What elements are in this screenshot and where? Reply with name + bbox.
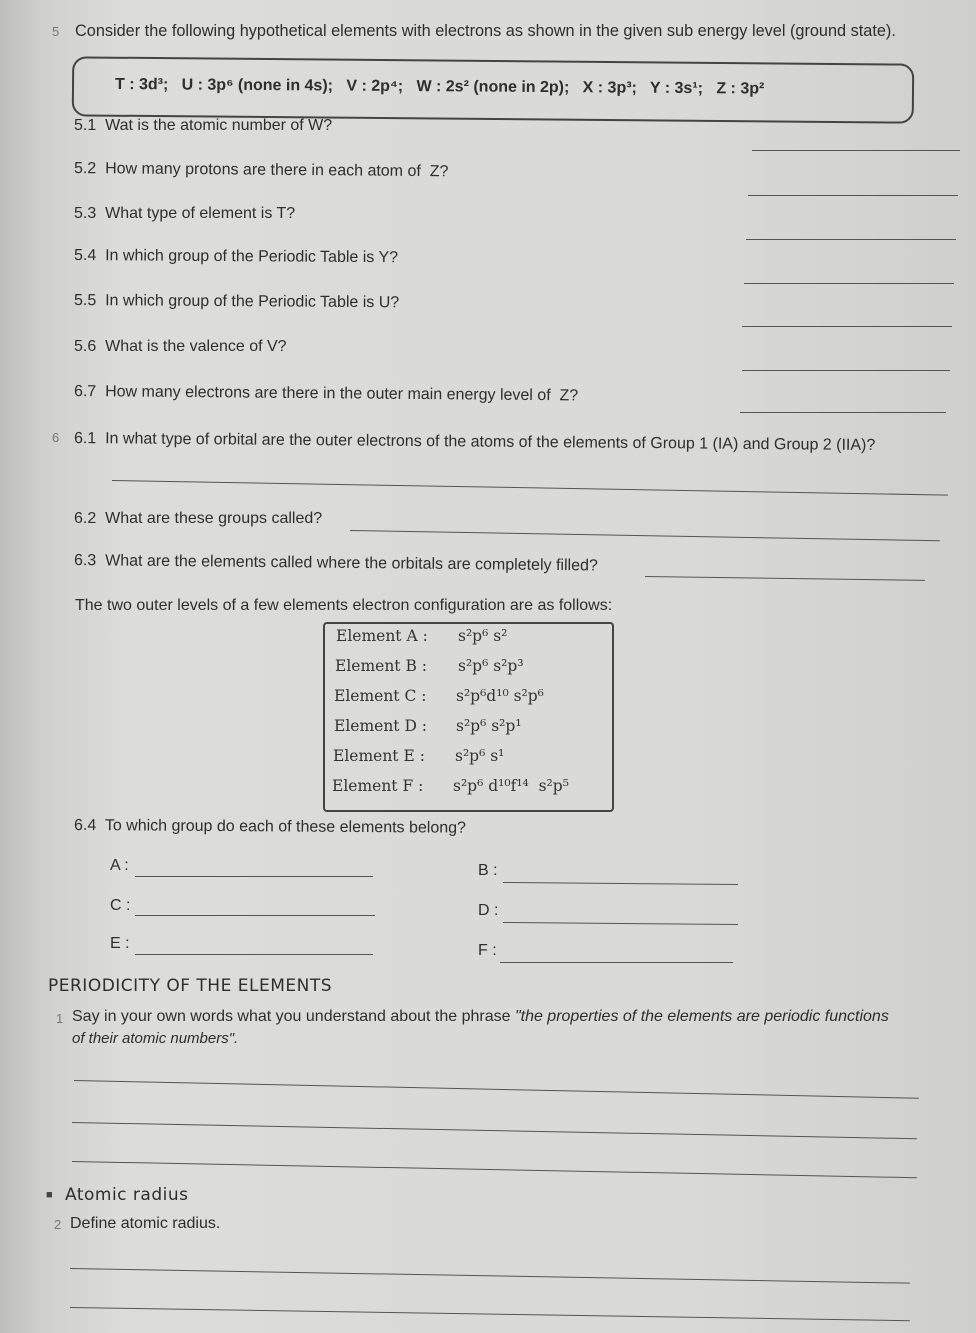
answer-line-c[interactable]	[135, 915, 375, 916]
element-label: Element E :	[333, 747, 425, 765]
answer-line-a[interactable]	[135, 876, 373, 877]
answer-line-periodicity-1[interactable]	[74, 1080, 919, 1099]
element-label: Element F :	[332, 777, 424, 795]
answer-line-5-1[interactable]	[752, 150, 960, 151]
question-number-marker: 5	[52, 24, 60, 39]
question-number-marker: 2	[54, 1217, 62, 1232]
answer-label-c: C :	[110, 897, 131, 914]
quoted-phrase: "the properties of the elements are periodic functions	[514, 1008, 889, 1025]
answer-line-b[interactable]	[503, 882, 738, 885]
answer-label-a: A :	[110, 857, 129, 874]
answer-line-6-3[interactable]	[645, 576, 925, 581]
periodicity-question-line1	[72, 1008, 889, 1026]
question-5-1: 5.1 Wat is the atomic number of W?	[74, 117, 333, 134]
element-label: Element B :	[335, 657, 427, 675]
answer-line-5-3[interactable]	[746, 239, 956, 240]
question-6-4: 6.4 To which group do each of these elements belong?	[73, 817, 467, 837]
question-5-3: 5.3 What type of element is T?	[74, 205, 296, 222]
answer-line-periodicity-2[interactable]	[72, 1122, 917, 1139]
atomic-radius-heading: Atomic radius	[65, 1185, 189, 1205]
question-6-2: 6.2 What are these groups called?	[74, 510, 323, 527]
element-label: Element D :	[334, 717, 428, 735]
question-6-1: 6.1 In what type of orbital are the outer electrons of the atoms of the elements of Group 1 (IA) and Group 2 (IIA)?	[73, 430, 876, 454]
answer-line-6-7[interactable]	[740, 412, 946, 413]
element-label: Element A :	[336, 627, 428, 645]
answer-line-periodicity-3[interactable]	[72, 1161, 917, 1178]
elements-line: T : 3d³; U : 3p⁶ (none in 4s); V : 2p⁴; W : 2s² (none in 2p); X : 3p³; Y : 3s¹; Z : 3p²	[114, 76, 765, 98]
question-5-6: 5.6 What is the valence of V?	[74, 338, 287, 355]
answer-line-5-2[interactable]	[748, 195, 958, 196]
define-atomic-radius-question: Define atomic radius.	[70, 1215, 221, 1232]
element-config: s²p⁶ s²p¹	[456, 717, 522, 735]
element-label: Element C :	[334, 687, 427, 705]
answer-line-e[interactable]	[135, 954, 373, 955]
answer-line-f[interactable]	[500, 962, 733, 963]
element-config: s²p⁶d¹⁰ s²p⁶	[456, 687, 544, 705]
question-5-5: 5.5 In which group of the Periodic Table is U?	[73, 292, 400, 312]
question-6-3: 6.3 What are the elements called where the orbitals are completely filled?	[73, 552, 598, 575]
answer-line-atomic-radius-2[interactable]	[70, 1307, 910, 1321]
answer-line-5-5[interactable]	[742, 326, 952, 327]
periodicity-question-line2: of their atomic numbers".	[72, 1030, 239, 1047]
question-number-marker: 1	[56, 1011, 64, 1026]
answer-label-d: D :	[478, 902, 499, 919]
answer-label-f: F :	[478, 942, 497, 959]
question-5-4: 5.4 In which group of the Periodic Table is Y?	[73, 247, 399, 267]
periodicity-heading: PERIODICITY OF THE ELEMENTS	[48, 976, 332, 996]
element-config: s²p⁶ d¹⁰f¹⁴ s²p⁵	[453, 777, 569, 795]
table-intro: The two outer levels of a few elements electron configuration are as follows:	[75, 597, 613, 614]
answer-line-5-4[interactable]	[744, 283, 954, 284]
element-config: s²p⁶ s²p³	[458, 657, 524, 675]
bullet-icon: ■	[46, 1189, 53, 1201]
section5-intro: Consider the following hypothetical elements with electrons as shown in the given sub energy level (ground state).	[75, 22, 896, 40]
answer-line-6-1[interactable]	[112, 480, 948, 496]
question-5-2: 5.2 How many protons are there in each atom of Z?	[73, 160, 449, 181]
question-number-marker: 6	[52, 430, 60, 445]
question-text: Say in your own words what you understand about the phrase	[72, 1008, 515, 1025]
answer-line-6-2[interactable]	[350, 530, 940, 541]
answer-line-atomic-radius-1[interactable]	[70, 1268, 910, 1284]
element-config: s²p⁶ s²	[458, 627, 508, 645]
answer-label-e: E :	[110, 935, 130, 952]
answer-label-b: B :	[478, 862, 498, 879]
element-config: s²p⁶ s¹	[455, 747, 505, 765]
question-6-7: 6.7 How many electrons are there in the outer main energy level of Z?	[73, 383, 579, 405]
answer-line-d[interactable]	[503, 922, 738, 925]
answer-line-5-6[interactable]	[742, 370, 950, 371]
